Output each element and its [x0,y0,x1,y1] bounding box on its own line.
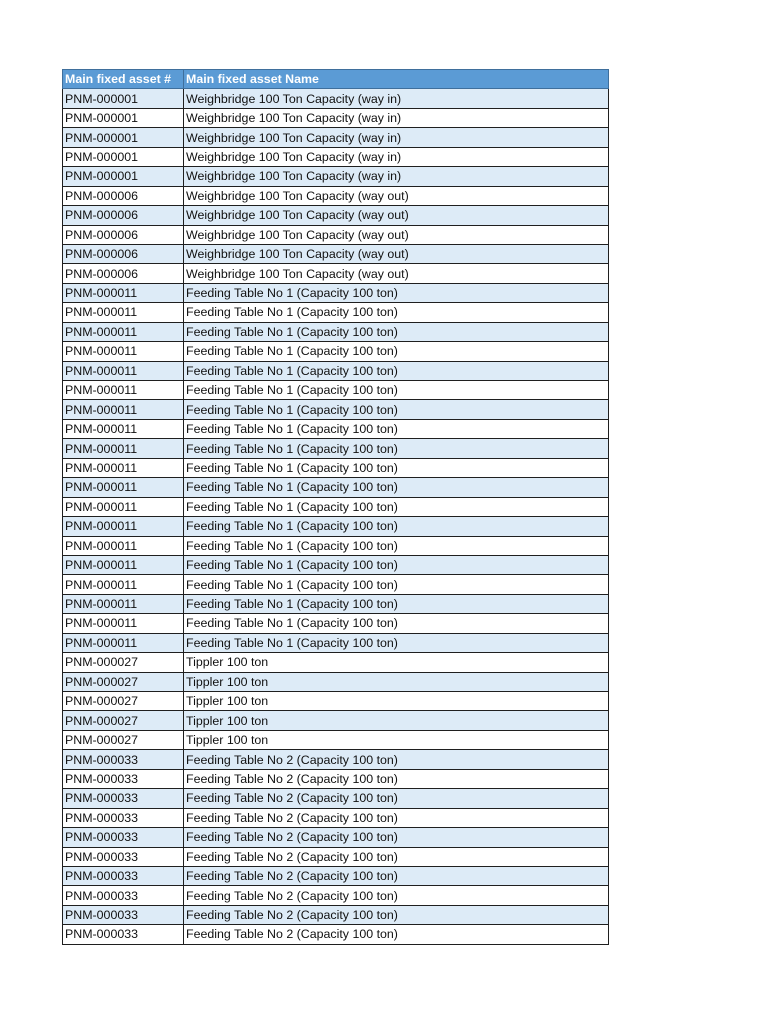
table-row [63,711,609,730]
cell-asset-name[interactable]: Feeding Table No 1 (Capacity 100 ton) [184,497,609,516]
cell-asset-number[interactable]: PNM-000011 [63,575,184,594]
cell-asset-name[interactable]: Feeding Table No 2 (Capacity 100 ton) [184,905,609,924]
table-row [63,750,609,769]
cell-asset-number[interactable]: PNM-000033 [63,828,184,847]
table-row [63,828,609,847]
table-row [63,886,609,905]
table-row [63,575,609,594]
cell-asset-number[interactable]: PNM-000033 [63,925,184,944]
cell-asset-name[interactable]: Weighbridge 100 Ton Capacity (way out) [184,264,609,283]
cell-asset-name[interactable]: Feeding Table No 1 (Capacity 100 ton) [184,381,609,400]
cell-asset-number[interactable]: PNM-000033 [63,905,184,924]
cell-asset-number[interactable]: PNM-000006 [63,186,184,205]
cell-asset-number[interactable]: PNM-000033 [63,886,184,905]
cell-asset-name[interactable]: Feeding Table No 1 (Capacity 100 ton) [184,439,609,458]
table-row [63,419,609,438]
cell-asset-name[interactable]: Weighbridge 100 Ton Capacity (way in) [184,147,609,166]
table-row [63,672,609,691]
column-header-asset-number[interactable]: Main fixed asset # [63,70,184,89]
cell-asset-name[interactable]: Weighbridge 100 Ton Capacity (way out) [184,206,609,225]
cell-asset-name[interactable]: Feeding Table No 2 (Capacity 100 ton) [184,847,609,866]
table-row [63,244,609,263]
cell-asset-name[interactable]: Feeding Table No 2 (Capacity 100 ton) [184,925,609,944]
table-row [63,847,609,866]
cell-asset-number[interactable]: PNM-000027 [63,653,184,672]
cell-asset-name[interactable]: Feeding Table No 1 (Capacity 100 ton) [184,575,609,594]
table-row [63,322,609,341]
cell-asset-name[interactable]: Weighbridge 100 Ton Capacity (way in) [184,167,609,186]
cell-asset-name[interactable]: Tippler 100 ton [184,711,609,730]
cell-asset-number[interactable]: PNM-000033 [63,769,184,788]
cell-asset-name[interactable]: Feeding Table No 1 (Capacity 100 ton) [184,594,609,613]
cell-asset-number[interactable]: PNM-000001 [63,147,184,166]
cell-asset-number[interactable]: PNM-000011 [63,594,184,613]
table-row [63,128,609,147]
cell-asset-number[interactable]: PNM-000027 [63,711,184,730]
cell-asset-number[interactable]: PNM-000011 [63,342,184,361]
cell-asset-name[interactable]: Feeding Table No 1 (Capacity 100 ton) [184,361,609,380]
cell-asset-number[interactable]: PNM-000027 [63,692,184,711]
cell-asset-name[interactable]: Weighbridge 100 Ton Capacity (way out) [184,225,609,244]
table-row [63,497,609,516]
table-row [63,536,609,555]
column-header-asset-name[interactable]: Main fixed asset Name [184,70,609,89]
cell-asset-number[interactable]: PNM-000006 [63,206,184,225]
cell-asset-number[interactable]: PNM-000001 [63,167,184,186]
cell-asset-number[interactable]: PNM-000011 [63,400,184,419]
cell-asset-number[interactable]: PNM-000006 [63,225,184,244]
cell-asset-number[interactable]: PNM-000011 [63,458,184,477]
table-row [63,594,609,613]
table-row [63,283,609,302]
cell-asset-number[interactable]: PNM-000033 [63,866,184,885]
table-row [63,108,609,127]
cell-asset-number[interactable]: PNM-000011 [63,497,184,516]
cell-asset-number[interactable]: PNM-000011 [63,322,184,341]
table-row [63,381,609,400]
table-row [63,400,609,419]
table-row [63,633,609,652]
cell-asset-number[interactable]: PNM-000006 [63,264,184,283]
cell-asset-number[interactable]: PNM-000001 [63,108,184,127]
cell-asset-name[interactable]: Feeding Table No 1 (Capacity 100 ton) [184,478,609,497]
cell-asset-name[interactable]: Feeding Table No 2 (Capacity 100 ton) [184,789,609,808]
table-row [63,167,609,186]
table-row [63,653,609,672]
table-row [63,458,609,477]
cell-asset-number[interactable]: PNM-000001 [63,89,184,108]
table-row [63,478,609,497]
table-row [63,225,609,244]
cell-asset-number[interactable]: PNM-000033 [63,847,184,866]
cell-asset-name[interactable]: Weighbridge 100 Ton Capacity (way in) [184,128,609,147]
fixed-asset-table [62,69,609,945]
cell-asset-name[interactable]: Feeding Table No 1 (Capacity 100 ton) [184,458,609,477]
table-row [63,614,609,633]
cell-asset-number[interactable]: PNM-000033 [63,789,184,808]
cell-asset-number[interactable]: PNM-000011 [63,361,184,380]
cell-asset-name[interactable]: Feeding Table No 2 (Capacity 100 ton) [184,828,609,847]
table-row [63,905,609,924]
table-row [63,692,609,711]
table-row [63,186,609,205]
table-row [63,342,609,361]
cell-asset-number[interactable]: PNM-000011 [63,633,184,652]
table-row [63,439,609,458]
cell-asset-number[interactable]: PNM-000027 [63,730,184,749]
table-row [63,206,609,225]
table-row [63,303,609,322]
cell-asset-name[interactable]: Weighbridge 100 Ton Capacity (way out) [184,244,609,263]
cell-asset-number[interactable]: PNM-000001 [63,128,184,147]
cell-asset-name[interactable]: Feeding Table No 1 (Capacity 100 ton) [184,283,609,302]
table-header-row [63,70,609,89]
cell-asset-number[interactable]: PNM-000033 [63,808,184,827]
cell-asset-name[interactable]: Feeding Table No 1 (Capacity 100 ton) [184,633,609,652]
cell-asset-name[interactable]: Feeding Table No 1 (Capacity 100 ton) [184,419,609,438]
cell-asset-name[interactable]: Feeding Table No 2 (Capacity 100 ton) [184,750,609,769]
table-row [63,730,609,749]
cell-asset-name[interactable]: Weighbridge 100 Ton Capacity (way in) [184,108,609,127]
table-row [63,925,609,944]
table-row [63,555,609,574]
cell-asset-name[interactable]: Tippler 100 ton [184,653,609,672]
cell-asset-number[interactable]: PNM-000011 [63,439,184,458]
cell-asset-number[interactable]: PNM-000011 [63,478,184,497]
table-row [63,808,609,827]
cell-asset-name[interactable]: Feeding Table No 1 (Capacity 100 ton) [184,517,609,536]
table-row [63,769,609,788]
cell-asset-name[interactable]: Weighbridge 100 Ton Capacity (way out) [184,186,609,205]
table-row [63,361,609,380]
table-row [63,866,609,885]
cell-asset-name[interactable]: Feeding Table No 1 (Capacity 100 ton) [184,555,609,574]
cell-asset-number[interactable]: PNM-000011 [63,419,184,438]
cell-asset-name[interactable]: Feeding Table No 1 (Capacity 100 ton) [184,536,609,555]
cell-asset-number[interactable]: PNM-000011 [63,536,184,555]
table-row [63,789,609,808]
table-row [63,89,609,108]
cell-asset-name[interactable]: Feeding Table No 1 (Capacity 100 ton) [184,614,609,633]
cell-asset-number[interactable]: PNM-000011 [63,283,184,302]
cell-asset-number[interactable]: PNM-000033 [63,750,184,769]
cell-asset-name[interactable]: Feeding Table No 1 (Capacity 100 ton) [184,342,609,361]
cell-asset-number[interactable]: PNM-000011 [63,303,184,322]
cell-asset-number[interactable]: PNM-000011 [63,555,184,574]
cell-asset-number[interactable]: PNM-000011 [63,614,184,633]
cell-asset-name[interactable]: Tippler 100 ton [184,730,609,749]
cell-asset-name[interactable]: Feeding Table No 2 (Capacity 100 ton) [184,886,609,905]
cell-asset-number[interactable]: PNM-000006 [63,244,184,263]
cell-asset-name[interactable]: Tippler 100 ton [184,692,609,711]
cell-asset-number[interactable]: PNM-000011 [63,517,184,536]
table-row [63,264,609,283]
table-row [63,147,609,166]
cell-asset-name[interactable]: Feeding Table No 1 (Capacity 100 ton) [184,303,609,322]
table-body [63,89,609,944]
cell-asset-name[interactable]: Tippler 100 ton [184,672,609,691]
cell-asset-name[interactable]: Feeding Table No 2 (Capacity 100 ton) [184,808,609,827]
cell-asset-name[interactable]: Feeding Table No 1 (Capacity 100 ton) [184,400,609,419]
cell-asset-name[interactable]: Feeding Table No 1 (Capacity 100 ton) [184,322,609,341]
cell-asset-number[interactable]: PNM-000011 [63,381,184,400]
cell-asset-number[interactable]: PNM-000027 [63,672,184,691]
cell-asset-name[interactable]: Weighbridge 100 Ton Capacity (way in) [184,89,609,108]
table-row [63,517,609,536]
cell-asset-name[interactable]: Feeding Table No 2 (Capacity 100 ton) [184,866,609,885]
cell-asset-name[interactable]: Feeding Table No 2 (Capacity 100 ton) [184,769,609,788]
